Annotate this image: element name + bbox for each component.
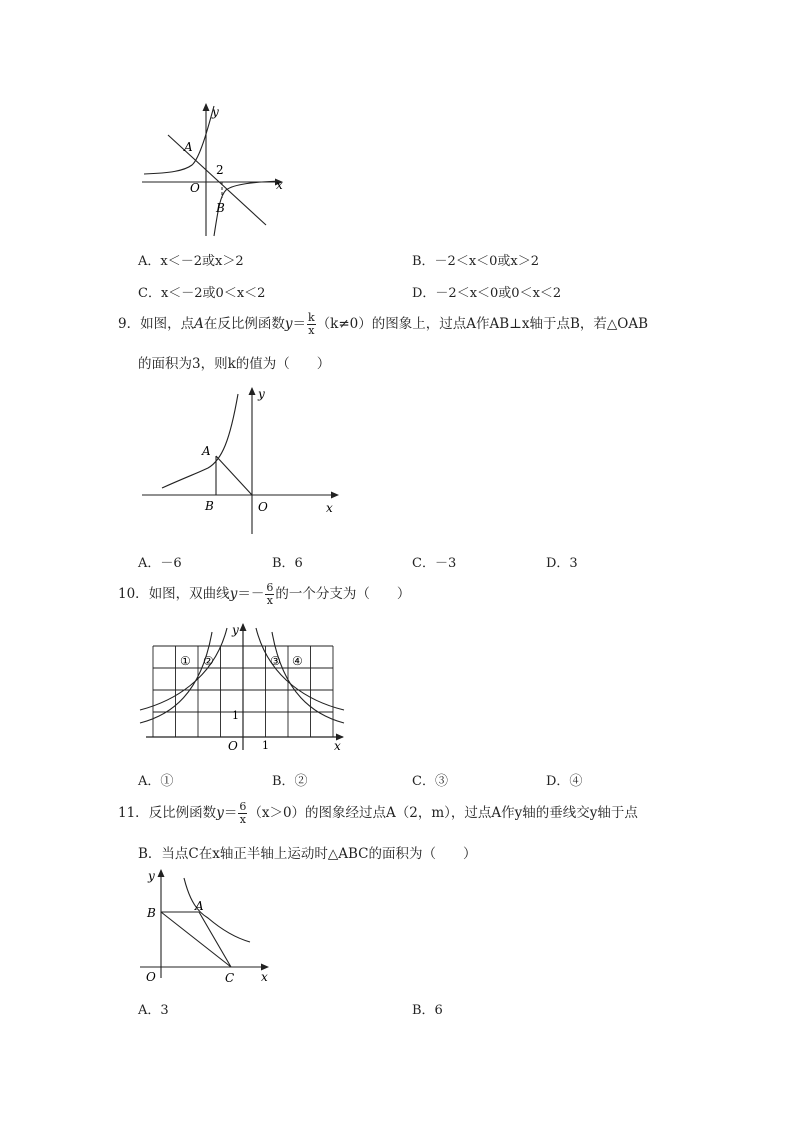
q11-y: y — [216, 805, 224, 821]
q10-curve-3 — [256, 628, 344, 710]
q9-option-d[interactable]: D．3 — [546, 556, 578, 571]
q8-hyperbola-upper-left — [144, 106, 214, 174]
q8-figure — [130, 98, 300, 240]
q10-y: y — [229, 586, 238, 602]
q11-option-a[interactable]: A．3 — [138, 1003, 169, 1018]
q11-x-label: x — [261, 970, 268, 984]
q9-text-before: 如图，点 — [140, 316, 195, 332]
q9-point-b-label: B — [205, 499, 214, 513]
q10-text-before: 如图，双曲线 — [148, 586, 230, 602]
q8-option-b[interactable]: B．－2＜x＜0或x＞2 — [412, 254, 540, 269]
q9-number: 9． — [118, 316, 141, 332]
q9-point-a-label: A — [202, 444, 211, 458]
q10-number: 10． — [118, 586, 149, 602]
q9-text-after: 的图象上，过点A作AB⊥x轴于点B，若△OAB — [371, 316, 649, 332]
q9-frac-den: x — [308, 324, 315, 337]
q11-origin-label: O — [146, 970, 156, 984]
q9-segment-ao — [216, 456, 252, 495]
q11-number: 11． — [118, 805, 149, 821]
q8-origin-label: O — [190, 181, 200, 195]
q11-question-line1 — [118, 801, 638, 826]
q11-point-c-label: C — [225, 971, 235, 985]
q9-option-b[interactable]: B．6 — [272, 556, 303, 571]
q10-x-tick-1: 1 — [262, 739, 269, 752]
q11-equals: ＝ — [223, 805, 238, 821]
q10-label-2: ② — [203, 654, 214, 668]
q11-point-b-label: B — [147, 906, 156, 920]
q10-question-line — [118, 582, 410, 607]
q11-fraction — [238, 801, 247, 826]
q10-label-4: ④ — [292, 654, 303, 668]
q9-option-a[interactable]: A．－6 — [138, 556, 182, 571]
q10-y-tick-1: 1 — [232, 709, 239, 722]
q10-option-c[interactable]: C．③ — [412, 774, 448, 789]
q10-y-label: y — [232, 623, 239, 637]
q10-text-after: 的一个分支为（ ） — [275, 586, 411, 602]
q8-tick-2-label: 2 — [216, 163, 224, 177]
q11-text-before: 反比例函数 — [148, 805, 217, 821]
q10-frac-num: 6 — [266, 581, 274, 594]
q8-option-c[interactable]: C．x＜－2或0＜x＜2 — [138, 286, 266, 301]
q9-equals: ＝ — [292, 316, 306, 332]
q11-frac-den: x — [239, 813, 246, 826]
q9-text-func: 在反比例函数 — [203, 316, 285, 332]
q9-question-line1 — [118, 312, 648, 337]
q11-option-b[interactable]: B．6 — [412, 1003, 443, 1018]
q10-origin-label: O — [228, 739, 238, 753]
q8-option-d[interactable]: D．－2＜x＜0或0＜x＜2 — [412, 286, 562, 301]
q10-fraction — [265, 582, 274, 607]
q11-segment-bc — [161, 912, 231, 967]
q8-x-label: x — [276, 178, 283, 192]
q9-origin-label: O — [258, 500, 268, 514]
q10-figure — [136, 620, 351, 755]
q8-point-a-label: A — [184, 140, 193, 154]
q10-label-1: ① — [180, 654, 191, 668]
q9-y-label: y — [258, 387, 265, 401]
q11-figure — [138, 866, 278, 988]
q10-option-b[interactable]: B．② — [272, 774, 308, 789]
q8-point-b-label: B — [216, 201, 225, 215]
q9-y: y — [284, 316, 293, 332]
q9-condition: （k≠0） — [316, 316, 372, 332]
q11-text-after: （x＞0）的图象经过点A（2，m），过点A作y轴的垂线交y轴于点 — [248, 805, 638, 821]
q10-option-a[interactable]: A．① — [138, 774, 174, 789]
q9-figure — [138, 382, 348, 537]
q9-point-a: A — [194, 316, 204, 332]
q11-question-line2: B．当点C在x轴正半轴上运动时△ABC的面积为（ ） — [138, 846, 477, 862]
q8-y-label: y — [212, 105, 219, 119]
q9-x-label: x — [326, 501, 333, 515]
q10-x-label: x — [334, 739, 341, 753]
q9-hyperbola-branch — [162, 394, 238, 488]
q11-hyperbola-branch — [184, 878, 250, 942]
q9-question-line2: 的面积为3，则k的值为（ ） — [138, 356, 331, 372]
q11-y-label: y — [148, 869, 155, 883]
q11-point-a-label: A — [195, 899, 204, 913]
q11-frac-num: 6 — [239, 800, 247, 813]
q8-option-a[interactable]: A．x＜－2或x＞2 — [138, 254, 244, 269]
q10-equals: ＝－ — [237, 586, 265, 602]
q10-option-d[interactable]: D．④ — [546, 774, 583, 789]
q9-fraction — [307, 312, 316, 337]
q9-frac-num: k — [307, 311, 315, 324]
q11-segment-ac — [199, 912, 231, 967]
q9-option-c[interactable]: C．－3 — [412, 556, 457, 571]
q10-label-3: ③ — [270, 654, 281, 668]
q10-frac-den: x — [266, 594, 273, 607]
